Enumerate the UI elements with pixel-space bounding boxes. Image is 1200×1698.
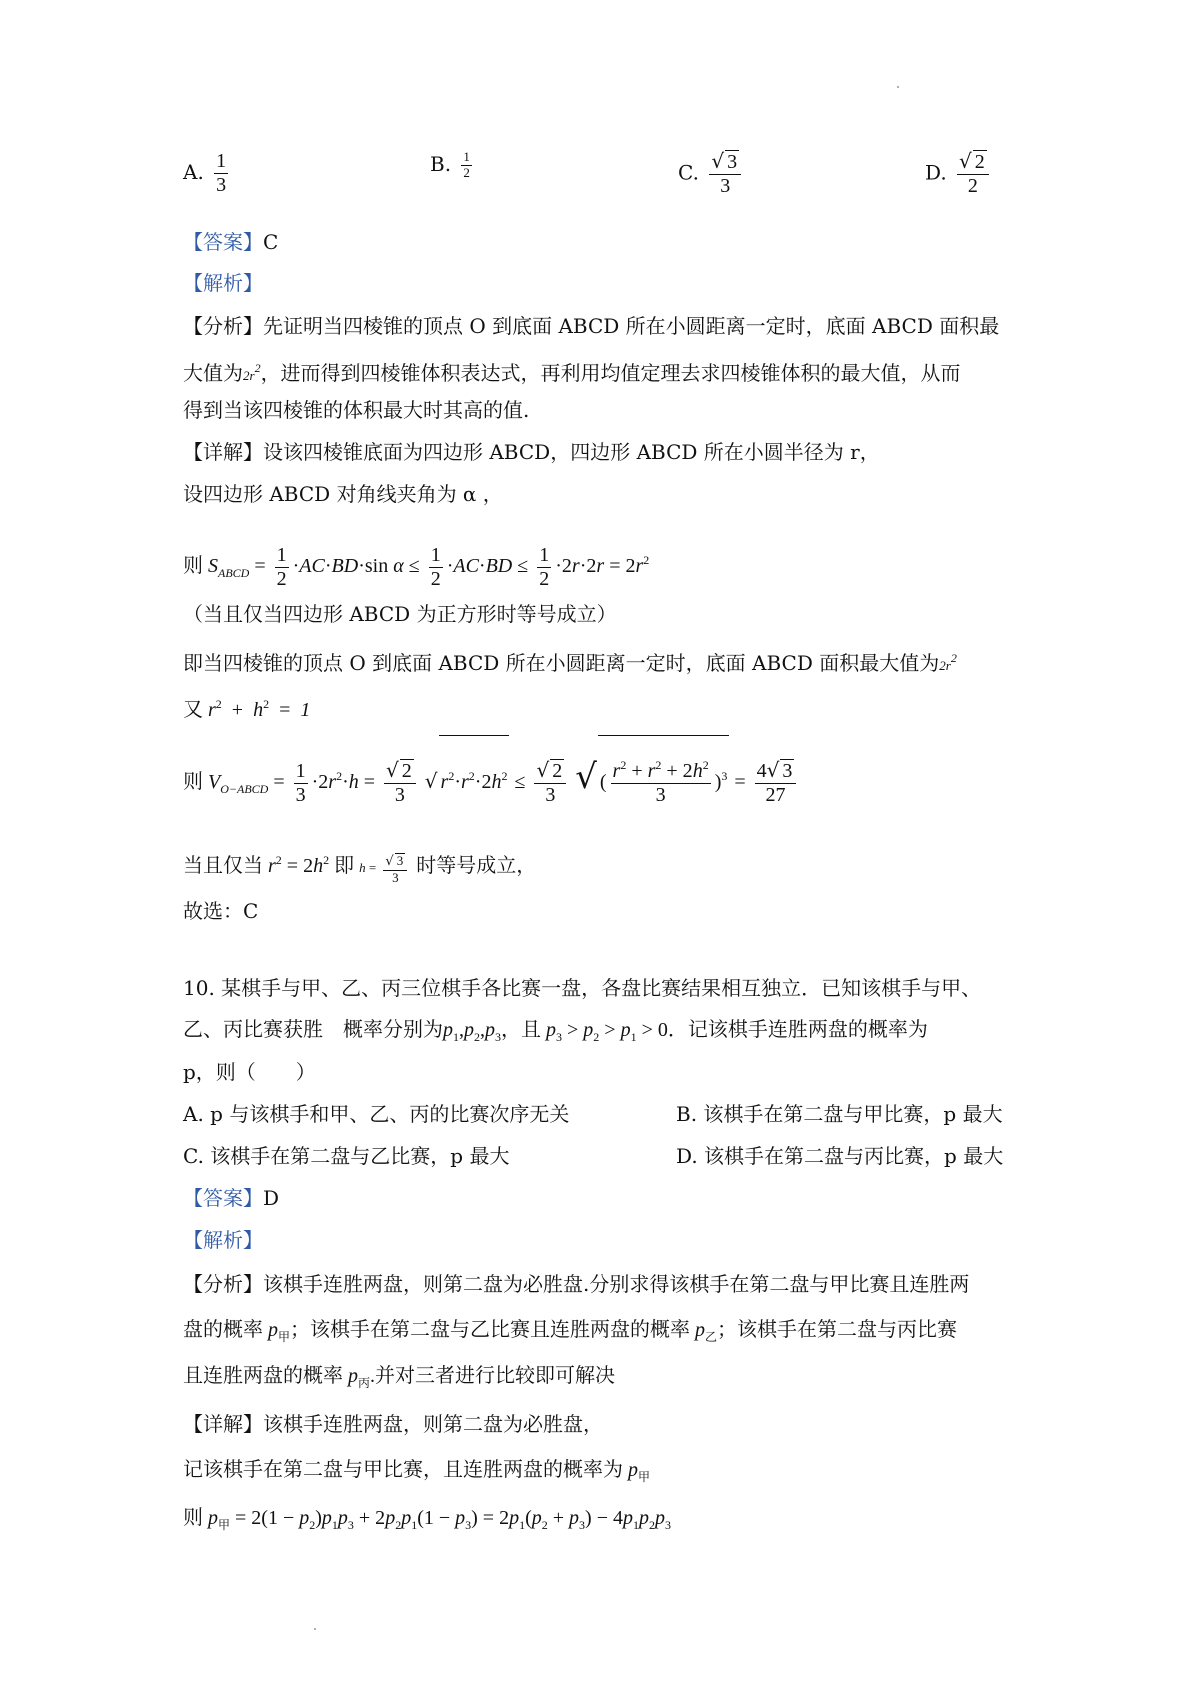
dang-a: 当且仅当 [183, 855, 263, 877]
xiangjie-tag: 【详解】 [183, 440, 263, 464]
you-label: 又 [183, 699, 203, 721]
q10-stem-line2: 乙、丙比赛获胜 概率分别为$p_1,p_2,p_3$，且 $p_3 > p_2 > p_1 > 0$．记该棋手连胜两盘的概率为 [183, 1019, 928, 1044]
q9-ji-line: 即当四棱锥的顶点 O 到底面 ABCD 所在小圆距离一定时，底面 ABCD 面积最大值为$2r^2$ [183, 651, 957, 675]
stem2a: 乙、丙比赛获胜 概率分别为 [183, 1019, 443, 1041]
q10-stem-line1: 10. 某棋手与甲、乙、丙三位棋手各比赛一盘，各盘比赛结果相互独立．已知该棋手与甲、 [183, 976, 982, 1000]
option-d-fraction: $\frac{√ 2}{2}$ [957, 150, 989, 198]
q10-option-c: C. 该棋手在第二盘与乙比赛，p 最大 [183, 1144, 510, 1168]
option-a-fraction [214, 150, 228, 197]
formula-s-abcd: 则 $S_{ABCD}$ = $\frac{1}{2}$ ·AC·BD·sin α ≤ $\frac{1}{2}$ ·AC·BD ≤ $\frac{1}{2}$ $\cdot 2r\cdot 2r = 2r^2$ [183, 543, 650, 590]
q10-fenxi-line2: 盘的概率 $p_甲$；该棋手在第二盘与乙比赛且连胜两盘的概率 $p_乙$；该棋手在第二盘与丙比赛 [183, 1319, 958, 1344]
fx3b: .并对三者进行比较即可解决 [370, 1365, 616, 1387]
q10-option-a: A. p 与该棋手和甲、乙、丙的比赛次序无关 [183, 1102, 570, 1126]
q9-answer-line [183, 228, 278, 256]
scan-dot [314, 1628, 316, 1630]
q10-xj1: 该棋手连胜两盘，则第二盘为必胜盘， [263, 1412, 603, 1436]
q9-equality-condition: 当且仅当 $r^2 = 2h^2$ 即 h = $\frac{√ 3}{3}$ 时等号成立， [183, 852, 537, 885]
option-b [430, 150, 476, 181]
ze-label: 则 [183, 555, 203, 577]
option-d-denominator: 2 [967, 175, 978, 197]
q10-fenxi-tag: 【分析】 [183, 1272, 263, 1296]
dang-b: 即 [334, 855, 355, 877]
option-b-denominator: 2 [463, 164, 470, 180]
xiangjie-text-1: 设该四棱锥底面为四边形 ABCD，四边形 ABCD 所在小圆半径为 r， [263, 440, 880, 464]
option-b-numerator: 1 [463, 149, 470, 164]
answer-tag: 【答案】 [183, 230, 263, 254]
answer-value: C [263, 230, 279, 254]
fx2b: ；该棋手在第二盘与乙比赛且连胜两盘的概率 [290, 1319, 691, 1341]
q10-formula-pjia: 则 $p_甲 = 2(1 - p_2)p_1p_3 + 2p_2p_1(1 - p_3) = 2p_1(p_2 + p_3) - 4p_1p_2p_3$ [183, 1507, 671, 1532]
q9-fenxi-line1 [183, 312, 999, 340]
sub-bing: 丙 [358, 1376, 371, 1390]
q10-fenxi-line3: 且连胜两盘的概率 $p_丙$.并对三者进行比较即可解决 [183, 1365, 616, 1390]
q10-xiangjie-tag: 【详解】 [183, 1412, 263, 1436]
fx3a: 且连胜两盘的概率 [183, 1365, 343, 1387]
option-d-label: D. [925, 160, 947, 185]
stem2c: ．记该棋手连胜两盘的概率为 [667, 1019, 928, 1041]
q9-xiangjie-line1 [183, 438, 880, 466]
q10-ze: 则 [183, 1507, 203, 1529]
q9-fenxi-line2 [183, 354, 961, 390]
fx2c: ；该棋手在第二盘与丙比赛 [717, 1319, 958, 1341]
fenxi-text-2a: 大值为 [183, 361, 243, 385]
option-a-label: A. [183, 160, 204, 184]
fenxi-text-1: 先证明当四棱锥的顶点 O 到底面 ABCD 所在小圆距离一定时，底面 ABCD 面积最 [263, 314, 1000, 338]
option-d [925, 150, 993, 198]
ji-text: 即当四棱锥的顶点 O 到底面 ABCD 所在小圆距离一定时，底面 ABCD 面积最大值为 [183, 651, 940, 675]
fx2a: 盘的概率 [183, 1319, 263, 1341]
fenxi-tag: 【分析】 [183, 314, 263, 338]
option-c-denominator: 3 [720, 175, 731, 197]
q9-note: （当且仅当四边形 ABCD 为正方形时等号成立） [183, 602, 617, 626]
q9-guxuan: 故选：C [183, 899, 259, 923]
formula-2r2: $2r^2$ [243, 361, 261, 383]
option-d-radicand: 2 [974, 151, 985, 173]
q10-xiangjie-line1 [183, 1410, 603, 1438]
q10-answer-tag: 【答案】 [183, 1186, 263, 1210]
option-b-fraction [461, 150, 472, 181]
q10-answer-value: D [263, 1186, 280, 1210]
option-c-radicand: 3 [727, 151, 738, 173]
fenxi-text-2b: ，进而得到四棱锥体积表达式，再利用均值定理去求四棱锥体积的最大值，从而 [260, 361, 961, 385]
q10-option-d: D. 该棋手在第二盘与丙比赛，p 最大 [676, 1144, 1004, 1168]
q10-analysis-tag: 【解析】 [183, 1228, 263, 1252]
dang-c: 时等号成立， [416, 855, 537, 877]
sub-jia: 甲 [278, 1330, 291, 1344]
q10-answer-line [183, 1184, 279, 1212]
q9-analysis-tag: 【解析】 [183, 271, 263, 295]
q10-option-b: B. 该棋手在第二盘与甲比赛，p 最大 [676, 1102, 1003, 1126]
q10-stem-line3: p，则（ ） [183, 1060, 316, 1084]
sub-yi: 乙 [705, 1330, 718, 1344]
option-a [183, 150, 232, 197]
option-a-numerator: 1 [216, 150, 227, 172]
q9-xiangjie-line2: 设四边形 ABCD 对角线夹角为 α ， [183, 482, 503, 506]
q10-fenxi-line1 [183, 1270, 969, 1298]
ze-label-2: 则 [183, 771, 203, 793]
option-c-label: C. [678, 160, 699, 185]
option-b-label: B. [430, 151, 452, 176]
stem2b: ，且 [501, 1019, 541, 1041]
q9-fenxi-line3: 得到当该四棱锥的体积最大时其高的值. [183, 398, 530, 422]
q10-xj2: 记该棋手在第二盘与甲比赛，且连胜两盘的概率为 [183, 1459, 623, 1481]
q10-fenxi-text1: 该棋手连胜两盘，则第二盘为必胜盘.分别求得该棋手在第二盘与甲比赛且连胜两 [263, 1272, 970, 1296]
q10-xiangjie-line2: 记该棋手在第二盘与甲比赛，且连胜两盘的概率为 $p_甲$ [183, 1459, 651, 1484]
option-c [678, 150, 745, 198]
option-c-fraction: $\frac{√ 3}{3}$ [709, 150, 741, 198]
formula-volume: 则 $V_{O-ABCD}$ = $\frac{1}{3}$ $\cdot 2r^2\cdot h$ = $\frac{√ 2}{3}$ √ $r^2\cdot r^2\cdot 2h^2$ ≤ $\frac{√ 2}{3}$ √ ( $\frac{r^2 + r^2 + 2h^2}{3}$ )$^3$ = $\frac{4√ 3}{27}$ [183, 735, 800, 829]
scan-dot [897, 86, 899, 88]
option-a-denominator: 3 [216, 174, 227, 196]
formula-r2-h2: 又 $r^2 + h^2 = 1$ [183, 697, 311, 721]
